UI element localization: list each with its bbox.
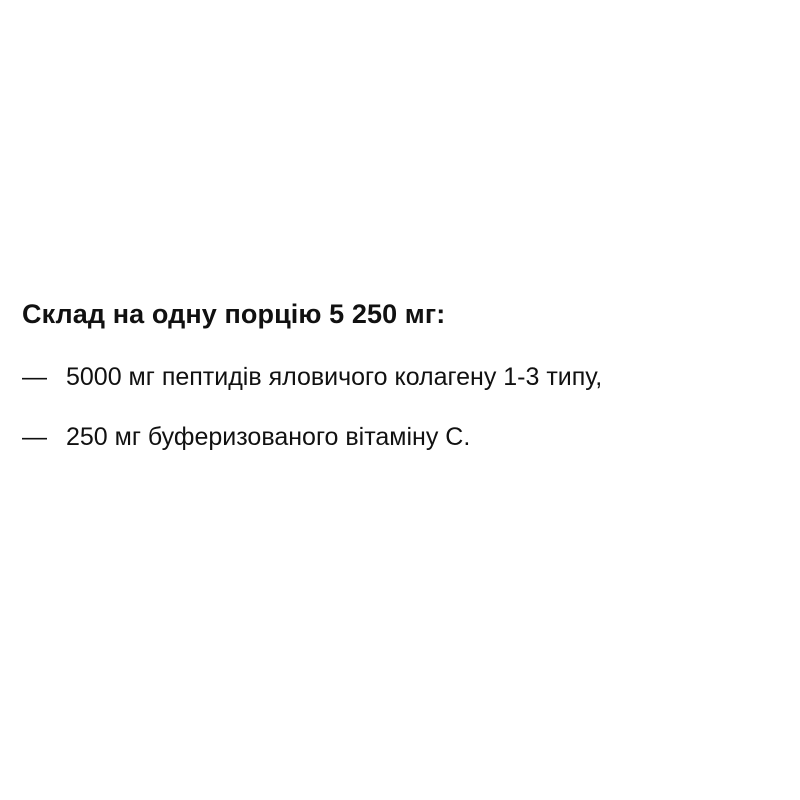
list-item [22, 422, 778, 453]
page-title: Склад на одну порцію 5 250 мг: [22, 299, 446, 329]
ingredient-label: 5000 мг пептидів яловичого колагену 1-3 типу, [66, 363, 603, 392]
ingredient-list [22, 362, 778, 453]
supplement-facts-block [22, 298, 778, 453]
list-item [22, 362, 778, 393]
em-dash-icon: — [22, 363, 47, 392]
ingredient-label: 250 мг буферизованого вітаміну C. [66, 422, 471, 451]
em-dash-icon: — [22, 422, 47, 451]
